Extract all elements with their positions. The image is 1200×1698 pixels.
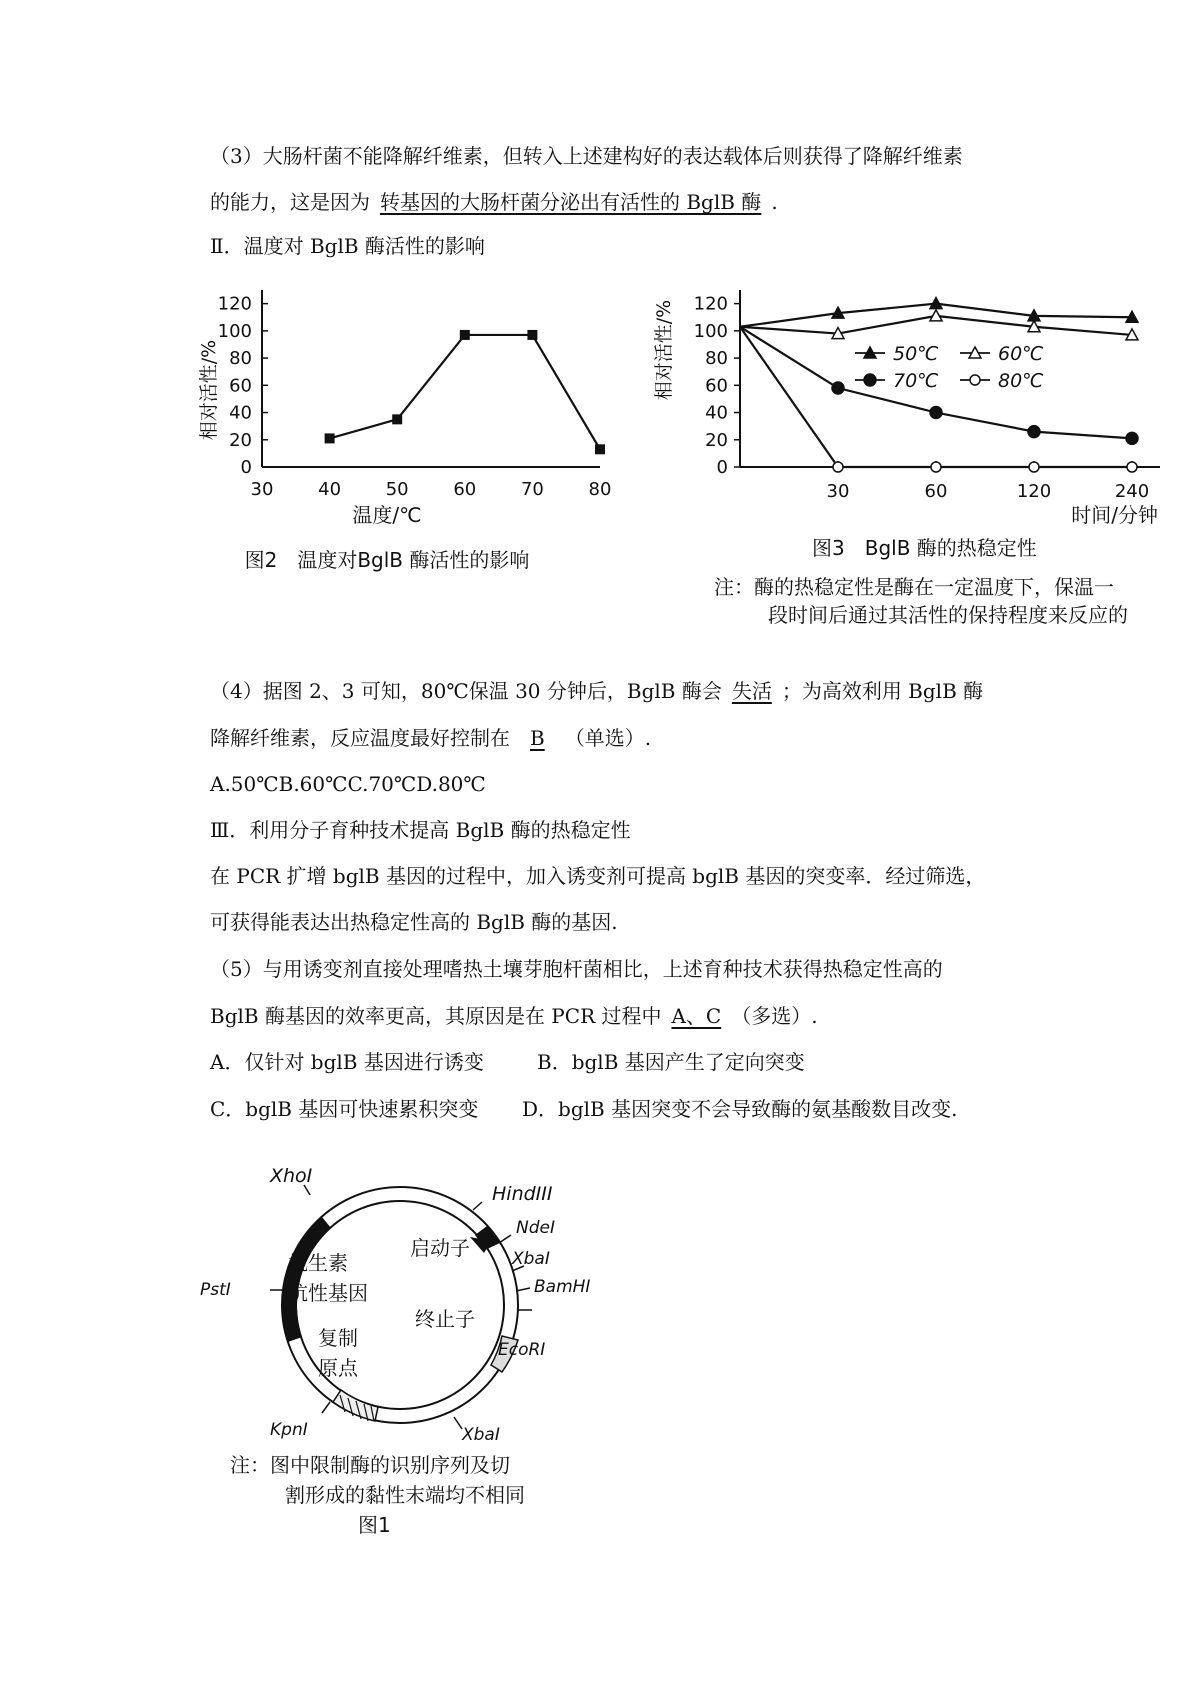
q4-line1: [210, 677, 983, 705]
label-promoter: 启动子: [410, 1236, 470, 1260]
fig3-ytick-label: 80: [705, 348, 728, 370]
fig3-ytick-label: 0: [716, 457, 728, 478]
q4-line1-text: （4）据图 2、3 可知，80℃保温 30 分钟后，BglB 酶会: [210, 679, 722, 703]
q4-answer1: 失活: [731, 679, 772, 703]
plasmid-caption: 图1: [358, 1513, 391, 1537]
fig3-note-line1: 注：酶的热稳定性是酶在一定温度下，保温一: [714, 575, 1114, 599]
site-ecori: EcoRI: [498, 1340, 546, 1360]
q5-line2: [210, 1002, 818, 1030]
figure1-plasmid: [200, 1140, 660, 1560]
site-tick-marks: [270, 1185, 532, 1429]
plasmid-note-line2: 割形成的黏性末端均不相同: [285, 1483, 525, 1507]
fig3-legend-label: 80℃: [998, 370, 1044, 392]
q3-answer: 转基因的大肠杆菌分泌出有活性的 BglB 酶: [380, 190, 762, 214]
q4-line2-end: （单选）.: [564, 726, 652, 750]
fig2-point: [392, 414, 402, 424]
fig2-ytick-label: 120: [217, 293, 252, 315]
fig2-caption: 图2 温度对BglB 酶活性的影响: [244, 548, 530, 572]
fig2-xtick-label: 50: [385, 479, 409, 500]
fig3-xtick-label: 30: [826, 481, 850, 502]
fig3-point: [833, 462, 843, 472]
fig2-ytick-label: 0: [240, 457, 252, 478]
q5-option-c: C．bglB 基因可快速累积突变: [210, 1097, 479, 1121]
q4-line1-end: ；为高效利用 BglB 酶: [781, 679, 984, 703]
q5-answer: A、C: [671, 1004, 722, 1028]
fig2-ylabel: 相对活性/%: [198, 339, 220, 441]
site-ndei: NdeI: [516, 1218, 555, 1238]
fig2-xtick-label: 40: [318, 479, 342, 500]
fig3-xtick-label: 120: [1016, 481, 1052, 502]
q5-line1: （5）与用诱变剂直接处理嗜热土壤芽胞杆菌相比，上述育种技术获得热稳定性高的: [210, 957, 943, 981]
q4-line2: [210, 724, 651, 752]
fig3-ytick-label: 120: [693, 293, 728, 315]
site-hindiii: HindIII: [492, 1183, 553, 1205]
fig2-point: [527, 330, 537, 340]
fig2-ytick-label: 40: [229, 402, 252, 424]
fig3-legend-marker: [970, 375, 980, 385]
q4-options: A.50℃B.60℃C.70℃D.80℃: [210, 772, 486, 796]
q4-line2-text: 降解纤维素，反应温度最好控制在: [210, 726, 510, 750]
site-xhoi: XhoI: [270, 1165, 313, 1187]
fig2-series-line: [330, 335, 600, 449]
fig2-xtick-label: 80: [588, 479, 612, 500]
fig3-ytick-label: 40: [705, 402, 728, 424]
fig3-note-line2: 段时间后通过其活性的保持程度来反应的: [768, 603, 1128, 627]
fig2-ytick-label: 100: [217, 320, 252, 342]
origin-segment: [333, 1390, 378, 1421]
fig3-point: [1028, 426, 1040, 438]
fig3-legend-label: 60℃: [998, 343, 1044, 365]
fig3-ylabel: 相对活性/%: [653, 299, 675, 401]
fig3-legend-label: 70℃: [893, 370, 939, 392]
fig3-legend-label: 50℃: [893, 343, 939, 365]
fig2-ytick-label: 80: [229, 348, 252, 370]
fig3-xtick-label: 240: [1114, 481, 1150, 502]
q5-line2-text: BglB 酶基因的效率更高，其原因是在 PCR 过程中: [210, 1004, 662, 1028]
fig2-xtick-label: 70: [520, 479, 544, 500]
label-resistance-2: 抗性基因: [288, 1281, 368, 1305]
fig3-ytick-label: 60: [705, 375, 728, 397]
label-terminator: 终止子: [415, 1307, 475, 1331]
plasmid-note-line1: 注：图中限制酶的识别序列及切: [230, 1453, 510, 1477]
fig3-ytick-label: 20: [705, 429, 728, 451]
fig3-point: [1029, 462, 1039, 472]
fig2-xtick-label: 30: [250, 479, 274, 500]
q5-option-b: B．bglB 基因产生了定向突变: [537, 1050, 805, 1074]
fig3-legend: [855, 343, 1044, 392]
fig3-ytick-label: 100: [693, 320, 728, 342]
q5-line2-end: （多选）.: [731, 1004, 818, 1028]
fig3-point: [832, 382, 844, 394]
fig3-xtick-label: 60: [924, 481, 948, 502]
fig2-point: [325, 433, 335, 443]
section3-paragraph2: 可获得能表达出热稳定性高的 BglB 酶的基因.: [210, 910, 618, 934]
q3-line2-text: 的能力，这是因为: [210, 190, 370, 214]
q3-line1: （3）大肠杆菌不能降解纤维素，但转入上述建构好的表达载体后则获得了降解纤维素: [210, 144, 963, 168]
q3-line2-end: .: [771, 190, 778, 214]
fig3-point: [1126, 432, 1138, 444]
fig3-xlabel: 时间/分钟: [1071, 503, 1158, 527]
fig3-point: [1127, 462, 1137, 472]
site-kpni: KpnI: [270, 1420, 308, 1440]
site-xbai-bottom: XbaI: [462, 1425, 500, 1445]
fig2-point: [460, 330, 470, 340]
fig3-caption: 图3 BglB 酶的热稳定性: [812, 536, 1037, 560]
figure2-chart: [195, 270, 635, 600]
label-origin-2: 原点: [318, 1356, 358, 1380]
site-xbai-top: XbaI: [512, 1249, 550, 1269]
section2-title: Ⅱ．温度对 BglB 酶活性的影响: [210, 234, 485, 258]
section3-title: Ⅲ．利用分子育种技术提高 BglB 酶的热稳定性: [210, 818, 631, 842]
fig2-xtick-label: 60: [453, 479, 477, 500]
q3-line2: [210, 188, 778, 216]
section3-paragraph1: 在 PCR 扩增 bglB 基因的过程中，加入诱变剂可提高 bglB 基因的突变率．经过筛选，: [210, 864, 986, 888]
q5-option-d: D．bglB 基因突变不会导致酶的氨基酸数目改变.: [522, 1097, 958, 1121]
fig3-point: [931, 462, 941, 472]
site-bamhi: BamHI: [534, 1277, 591, 1297]
label-origin-1: 复制: [318, 1326, 358, 1350]
fig2-point: [595, 444, 605, 454]
q5-option-a: A．仅针对 bglB 基因进行诱变: [210, 1050, 484, 1074]
fig2-ytick-label: 60: [229, 375, 252, 397]
label-resistance-1: 抗生素: [288, 1251, 348, 1275]
figure3-chart: [640, 270, 1180, 595]
q4-answer2: B: [530, 726, 545, 750]
site-psti: PstI: [200, 1280, 231, 1300]
fig3-point: [930, 407, 942, 419]
fig3-legend-marker: [864, 374, 876, 386]
fig2-ytick-label: 20: [229, 429, 252, 451]
fig2-xlabel: 温度/℃: [352, 503, 422, 527]
